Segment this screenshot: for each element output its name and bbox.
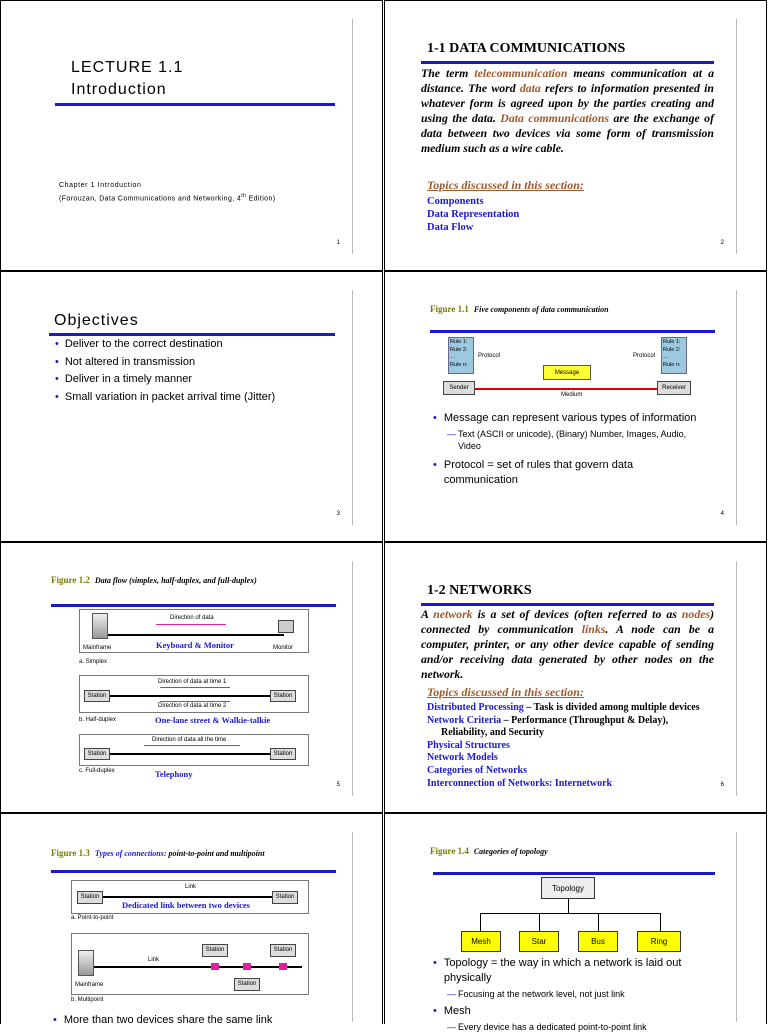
topic-title: Categories of Networks [427,764,527,776]
page-number: 1 [336,240,340,246]
topology-diagram [455,874,705,962]
caption-multipoint: b. Multipoint [71,997,104,1003]
medium-line [475,388,661,390]
page-number: 6 [720,782,724,788]
note-label: Dedicated link between two devices [122,900,250,910]
station-box: Station [270,690,296,702]
rule-text: Rule 2: [450,346,468,353]
direction-label: Direction of data at time 1 [158,679,227,685]
slide-1 [0,0,383,271]
topic-title: Physical Structures [427,739,510,751]
slide-7 [0,813,383,1024]
source-sup: th [241,193,247,199]
list-item [53,1014,343,1026]
multipoint-panel [71,933,309,995]
receiver-box: Receiver [657,381,691,395]
list-item [433,458,708,488]
slide-border [352,19,353,254]
topic-item [427,740,700,753]
text: ) connected by communication [421,607,714,636]
sender-box: Sender [443,381,475,395]
dash-icon: — [447,429,456,439]
half-duplex-panel [79,675,309,713]
topic-title: Network Criteria [427,714,502,726]
text: A [421,607,434,621]
topic-title: Distributed Processing [427,702,524,713]
figure-caption [51,575,257,585]
sub-item-text: Every device has a dedicated point-to-point link [458,1022,647,1032]
slide-border [352,832,353,1022]
direction-arrow [160,701,230,702]
slide-5 [0,542,383,813]
sub-item [447,428,708,452]
caption-rule [430,330,715,333]
caption-point-to-point: a. Point-to-point [71,915,114,921]
tap-marker [279,963,287,970]
figure-title: Five components of data communication [473,305,609,314]
direction-arrow [160,687,230,688]
page-number: 3 [336,511,340,517]
topic-item: Data Flow [427,222,474,233]
bullet-icon: • [433,1005,437,1017]
topics-list [427,195,519,234]
list-item [55,354,275,372]
bullet-icon: • [53,1014,57,1026]
title-rule [55,103,335,106]
page-number: 2 [720,240,724,246]
slide-6 [384,542,767,813]
figure-number: Figure 1.4 [430,846,469,856]
figure-title: Categories of topology [473,847,548,856]
link-label: Link [185,884,197,890]
note-label: Keyboard & Monitor [156,640,234,650]
list-item-text: More than two devices share the same link [63,1014,273,1026]
topic-item: Components [427,196,484,207]
caption-half-duplex: b. Half-duplex [79,717,117,723]
figure-number: Figure 1.1 [430,304,469,314]
slide-heading: Objectives [54,312,139,329]
direction-label: Direction of data at time 2 [158,703,227,709]
monitor-label: Monitor [273,645,294,651]
slide-4 [384,271,767,542]
heading-rule [421,61,714,64]
topology-bus: Bus [578,931,618,952]
monitor-icon [278,620,294,633]
slide-border [736,19,737,254]
receiver-rules-box [661,337,687,374]
direction-label: Direction of data all the time [152,737,227,743]
text: The term [421,66,475,80]
page-number: 4 [720,511,724,517]
topics-heading: Topics discussed in this section: [427,178,584,192]
bullet-icon: • [433,957,437,969]
slide-border [736,832,737,1022]
text: means communication at a distance. The word [421,66,714,95]
slide-border [352,290,353,525]
mainframe-label: Mainframe [83,645,112,651]
tree-line [480,913,481,931]
bullet-icon: • [433,459,437,471]
sub-item-text: Focusing at the network level, not just link [458,989,625,999]
mainframe-icon [92,613,108,639]
rule-text: Rule 2: [663,346,681,353]
figure-caption [430,304,609,314]
list-item [433,956,713,986]
text: are the exchange of data between two devices via some form of transmission medium such as a wire cable. [421,111,715,155]
text: . A node can be a computer, printer, or any other device capable of sending and/or receiving data generated by other nodes on the network. [421,622,714,681]
slide-2 [384,0,767,271]
heading-rule [421,603,714,606]
topology-ring: Ring [637,931,681,952]
mainframe-icon [78,950,94,976]
figure-number: Figure 1.3 [51,848,90,858]
definition-paragraph [421,66,714,156]
list-item-text: Topology = the way in which a network is laid out physically [443,957,682,984]
mainframe-label: Mainframe [75,982,104,988]
text: refers to information presented in whatever form is agreed upon by the parties creating and using the data. [421,81,714,125]
chapter-label: Chapter 1 Introduction [59,182,142,189]
bullet-icon: • [55,355,59,368]
tap-marker [211,963,219,970]
tree-line [660,913,661,931]
slide-subtitle: Introduction [71,81,167,98]
definition-paragraph [421,607,714,682]
bullet-icon: • [433,412,437,424]
term: links [581,622,606,636]
tree-line [539,913,540,931]
sub-item [447,1021,713,1033]
term: nodes [681,607,711,621]
medium-label: Medium [561,392,583,398]
link-line [94,966,302,968]
note-label: One-lane street & Walkie-talkie [155,715,271,725]
link-line [108,634,284,636]
list-item [433,1004,713,1019]
direction-arrow [156,624,226,625]
term: data [519,81,541,95]
caption-rule [51,870,336,873]
list-item [433,411,708,426]
rule-text: Rule n: [450,361,468,368]
link-label: Link [148,957,160,963]
station-box: Station [202,944,228,957]
topic-title: Network Models [427,752,498,764]
bullet-icon: • [55,373,59,385]
link-line [110,695,270,697]
tree-line [480,913,661,914]
section-heading: 1-2 NETWORKS [427,583,532,598]
source-label [59,193,276,202]
point-to-point-panel [71,880,309,914]
bullet-icon: • [55,390,59,403]
topic-desc: Reliability, and Security [441,727,545,739]
sub-item [447,988,713,1000]
rule-text: Rule 1: [450,339,468,345]
topic-desc: – Performance (Throughput & Delay), [501,714,669,726]
slide-border [352,561,353,796]
figure-title: Data flow (simplex, half-duplex, and full-duplex) [94,576,257,585]
sub-item-text: Text (ASCII or unicode), (Binary) Number, Images, Audio, Video [458,429,687,451]
topic-item [427,702,700,715]
slide-3 [0,271,383,542]
slide-title: LECTURE 1.1 [71,59,184,76]
bullet-list [433,956,713,1033]
station-box: Station [84,690,110,702]
list-item-text: Mesh [443,1005,471,1017]
dash-icon: — [447,989,456,999]
figure-title: point-to-point and multipoint [166,849,265,858]
station-box: Station [84,748,110,760]
station-box: Station [234,978,260,991]
direction-label: Direction of data [170,615,214,621]
topic-desc: – Task is divided among multiple devices [523,702,700,713]
topic-item [427,727,700,740]
term: network [433,607,473,621]
slide-border [736,290,737,525]
source-text: (Forouzan, Data Communications and Networking, 4 [59,195,242,203]
topic-item [427,778,700,791]
tree-line [568,899,569,913]
caption-full-duplex: c. Full-duplex [79,768,115,774]
topics-list [427,702,700,790]
bullet-icon: • [55,338,59,350]
figure-title: Types of connections: [94,849,167,858]
figure-number: Figure 1.2 [51,575,90,585]
protocol-label: Protocol [633,353,656,359]
message-box: Message [543,365,591,380]
link-line [103,896,272,898]
topic-title: Interconnection of Networks: Internetwork [427,777,613,789]
tree-line [598,913,599,931]
source-text-end: Edition) [246,195,276,203]
topic-item [427,752,700,765]
list-item [55,336,275,354]
objectives-list [55,336,275,406]
caption-simplex: a. Simplex [79,659,108,665]
topic-item [427,715,700,728]
rule-text: … [450,354,456,360]
full-duplex-panel [79,734,309,766]
list-item-text: Not altered in transmission [64,355,196,368]
station-box: Station [270,944,296,957]
rule-text: … [663,354,669,360]
dash-icon: — [447,1022,456,1032]
figure-caption [430,846,548,856]
list-item-text: Small variation in packet arrival time (Jitter) [64,390,276,403]
sender-rules-box [448,337,474,374]
bullet-list [433,411,708,488]
topic-item: Data Representation [427,209,520,220]
link-line [110,753,270,755]
topics-heading: Topics discussed in this section: [427,685,584,699]
station-box: Station [272,891,298,904]
slide-border [736,561,737,796]
slide-8 [384,813,767,1032]
components-diagram [443,335,713,403]
list-item [55,389,275,407]
direction-arrow [144,745,240,746]
figure-caption [51,848,265,858]
note-label: Telephony [155,769,193,779]
list-item-text: Message can represent various types of information [443,412,697,424]
list-item-text: Deliver in a timely manner [64,373,193,385]
topic-item [427,765,700,778]
tap-marker [243,963,251,970]
topology-star: Star [519,931,559,952]
section-heading: 1-1 DATA COMMUNICATIONS [427,41,626,56]
list-item [55,371,275,389]
caption-rule [51,604,336,607]
term: Data communications [500,111,609,125]
page-number: 5 [336,782,340,788]
list-item-text: Protocol = set of rules that govern data communication [443,459,634,486]
protocol-label: Protocol [478,353,501,359]
topology-root: Topology [541,877,595,899]
station-box: Station [270,748,296,760]
station-box: Station [77,891,103,904]
list-item-text: Deliver to the correct destination [64,338,223,350]
rule-text: Rule 1: [663,339,681,345]
text: is a set of devices (often referred to as [472,607,682,621]
topology-mesh: Mesh [461,931,501,952]
rule-text: Rule n: [663,361,681,368]
term: telecommunication [474,66,568,80]
